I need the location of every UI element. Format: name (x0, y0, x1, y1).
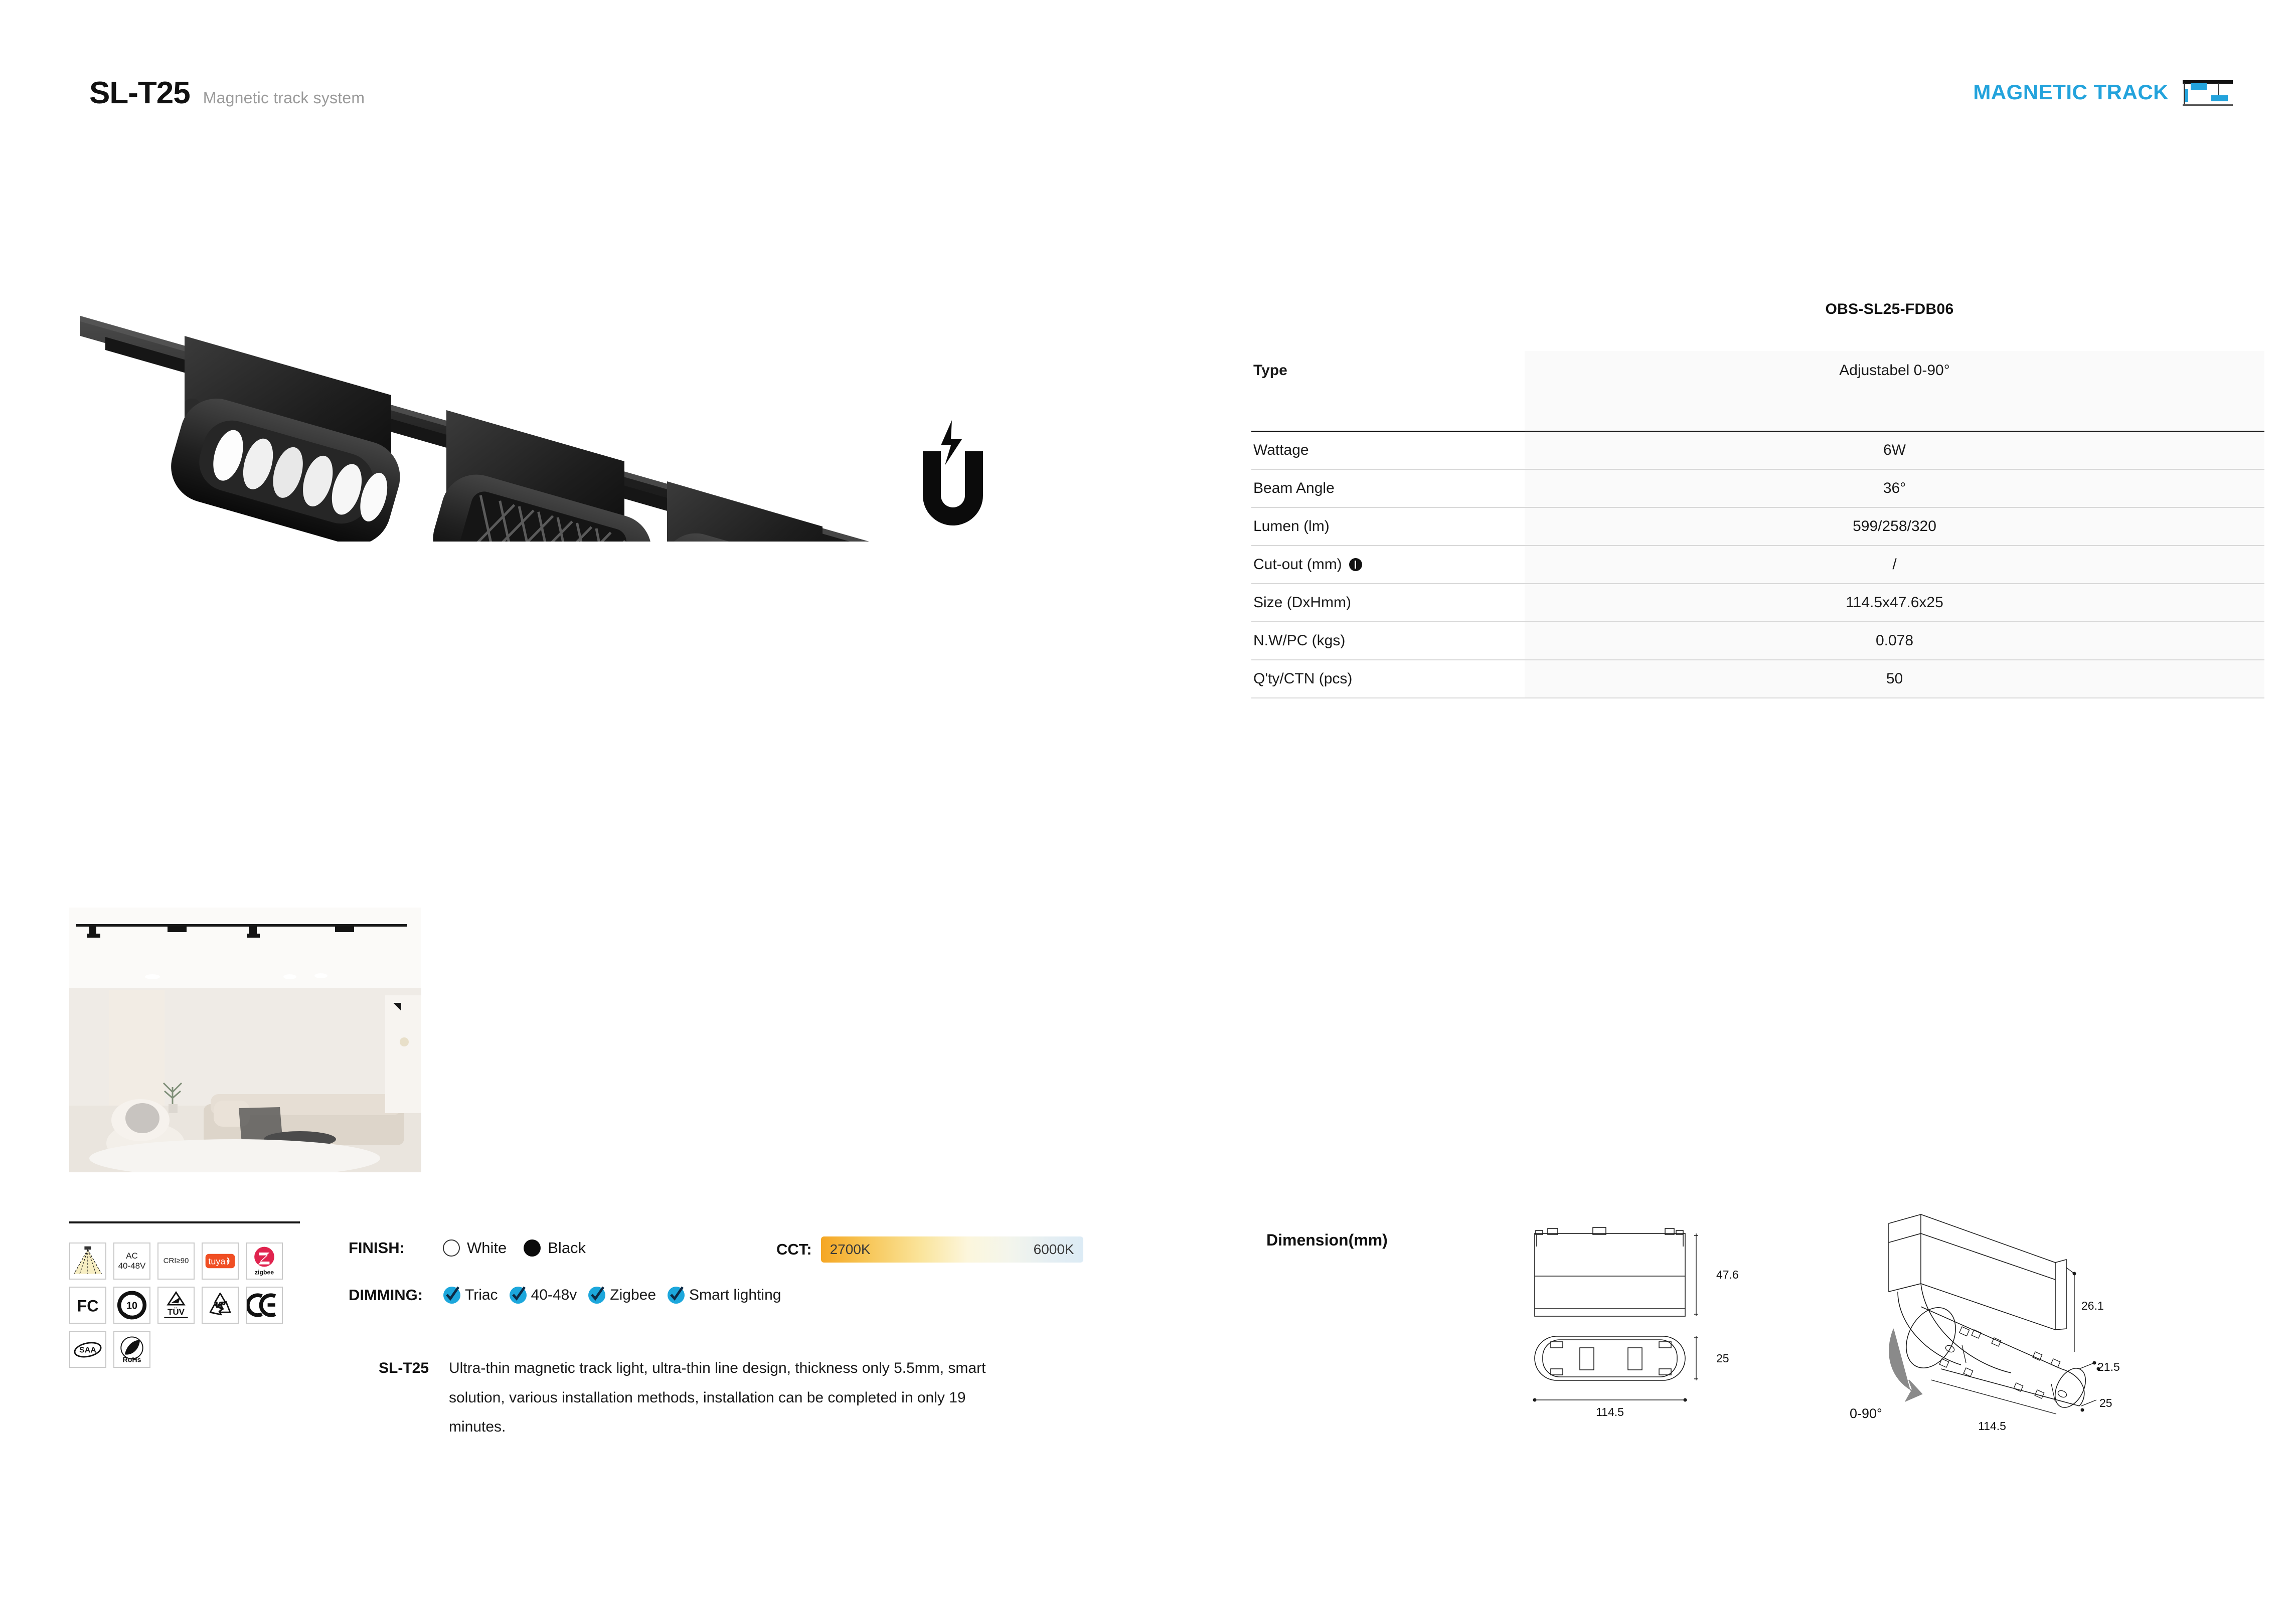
description-block (379, 1354, 991, 1442)
dim-length: 114.5 (1596, 1405, 1624, 1418)
spec-key: Cut-out (mm) (1253, 556, 1342, 573)
application-photo (69, 908, 421, 1172)
iso-length: 114.5 (1978, 1419, 2006, 1433)
cct-block (776, 1236, 1083, 1263)
svg-text:RoHs: RoHs (122, 1356, 141, 1364)
tuya-badge (202, 1242, 239, 1280)
track-fixture-1 (162, 336, 408, 542)
spec-key: Q'ty/CTN (pcs) (1251, 660, 1525, 698)
spec-key: Lumen (lm) (1251, 507, 1525, 546)
spec-value: 0.078 (1525, 622, 2264, 660)
cct-gradient-bar (821, 1236, 1083, 1263)
checkmark-icon[interactable] (509, 1286, 527, 1304)
spec-value: 50 (1525, 660, 2264, 698)
dimming-label: DIMMING: (349, 1286, 423, 1304)
dimming-option-zigbee[interactable]: Zigbee (610, 1287, 657, 1303)
iso-side: 25 (2099, 1396, 2112, 1409)
cri-label: CRI≥90 (163, 1257, 189, 1266)
model-code: OBS-SL25-FDB06 (1825, 301, 1954, 317)
fcc-badge (69, 1287, 106, 1324)
spec-key-cutout (1251, 546, 1525, 584)
spec-value: / (1525, 546, 2264, 584)
table-row (1251, 469, 2264, 507)
spec-value: 114.5x47.6x25 (1525, 584, 2264, 622)
dimension-drawing-3d (1846, 1203, 2177, 1444)
dimming-row (349, 1284, 1131, 1307)
svg-text:TÜV: TÜV (167, 1307, 185, 1317)
product-code: SL-T25 (89, 76, 190, 110)
ce-badge (246, 1287, 283, 1324)
finish-label: FINISH: (349, 1239, 405, 1257)
spec-row-type (1251, 351, 2264, 431)
dim-side-height: 25 (1716, 1352, 1729, 1365)
table-row (1251, 660, 2264, 698)
finish-swatch-black[interactable] (524, 1239, 541, 1257)
spec-key: Beam Angle (1251, 469, 1525, 507)
rohs-leaf-badge (113, 1331, 150, 1368)
category-block (1973, 76, 2236, 108)
iso-height: 26.1 (2081, 1299, 2104, 1312)
checkmark-icon[interactable] (443, 1286, 461, 1304)
cct-min-label: 2700K (830, 1241, 871, 1257)
spec-value: 6W (1525, 431, 2264, 469)
svg-text:FC: FC (77, 1297, 99, 1315)
saa-badge (69, 1331, 106, 1368)
table-row (1251, 546, 2264, 584)
ac-line1: AC (126, 1251, 138, 1261)
specification-table (1251, 301, 2264, 698)
svg-text:SAA: SAA (79, 1345, 96, 1355)
magnet-icon (923, 420, 983, 525)
checkmark-icon[interactable] (588, 1286, 606, 1304)
spec-value: 36° (1525, 469, 2264, 507)
cri-badge (157, 1242, 195, 1280)
svg-text:10: 10 (126, 1300, 138, 1312)
spec-value-type: Adjustabel 0-90° (1525, 351, 2264, 431)
category-label: MAGNETIC TRACK (1973, 80, 2169, 104)
spec-key-type: Type (1251, 351, 1525, 431)
dimension-title: Dimension(mm) (1266, 1231, 1388, 1249)
table-row (1251, 507, 2264, 546)
spec-table-body (1251, 351, 2264, 698)
description-text: Ultra-thin magnetic track light, ultra-thin line design, thickness only 5.5mm, smart solution, various installation methods, installation can be completed in only 19 minutes. (449, 1360, 986, 1435)
product-subtitle: Magnetic track system (203, 89, 365, 107)
spec-value: 599/258/320 (1525, 507, 2264, 546)
dim-front-height: 47.6 (1716, 1268, 1739, 1281)
table-row (1251, 622, 2264, 660)
cct-max-label: 6000K (1033, 1241, 1074, 1257)
cert-divider (69, 1221, 300, 1223)
hero-product-image (75, 301, 1028, 542)
iso-depth: 21.5 (2097, 1360, 2120, 1373)
cct-label: CCT: (776, 1240, 812, 1258)
checkmark-icon[interactable] (667, 1286, 685, 1304)
dimming-option-triac[interactable]: Triac (465, 1287, 498, 1303)
spec-key: N.W/PC (kgs) (1251, 622, 1525, 660)
brand-block (89, 75, 365, 111)
rohs-10-badge (113, 1287, 150, 1324)
zigbee-badge (246, 1242, 283, 1280)
recycle-badge (202, 1287, 239, 1324)
spec-key: Size (DxHmm) (1251, 584, 1525, 622)
description-code: SL-T25 (379, 1360, 429, 1376)
tuv-badge (157, 1287, 195, 1324)
dimension-drawing-2d (1500, 1213, 1765, 1439)
rotation-label: 0-90° (1850, 1406, 1882, 1421)
dimming-option-voltage[interactable]: 40-48v (531, 1287, 577, 1303)
spec-key: Wattage (1251, 431, 1525, 469)
table-row (1251, 431, 2264, 469)
beam-spread-icon (69, 1242, 106, 1280)
dimming-option-smart[interactable]: Smart lighting (689, 1287, 781, 1303)
ac-line2: 40-48V (118, 1261, 146, 1271)
magnetic-track-icon (2181, 76, 2236, 108)
finish-swatch-white[interactable] (443, 1239, 460, 1257)
certification-badges (69, 1242, 320, 1368)
finish-option-black[interactable]: Black (548, 1239, 586, 1257)
table-row (1251, 584, 2264, 622)
page-header (0, 0, 2296, 125)
svg-text:zigbee: zigbee (254, 1269, 274, 1276)
finish-option-white[interactable]: White (467, 1239, 507, 1257)
svg-text:tuya: tuya (208, 1256, 226, 1267)
ac-voltage-badge (113, 1242, 150, 1280)
info-icon[interactable] (1349, 558, 1362, 571)
